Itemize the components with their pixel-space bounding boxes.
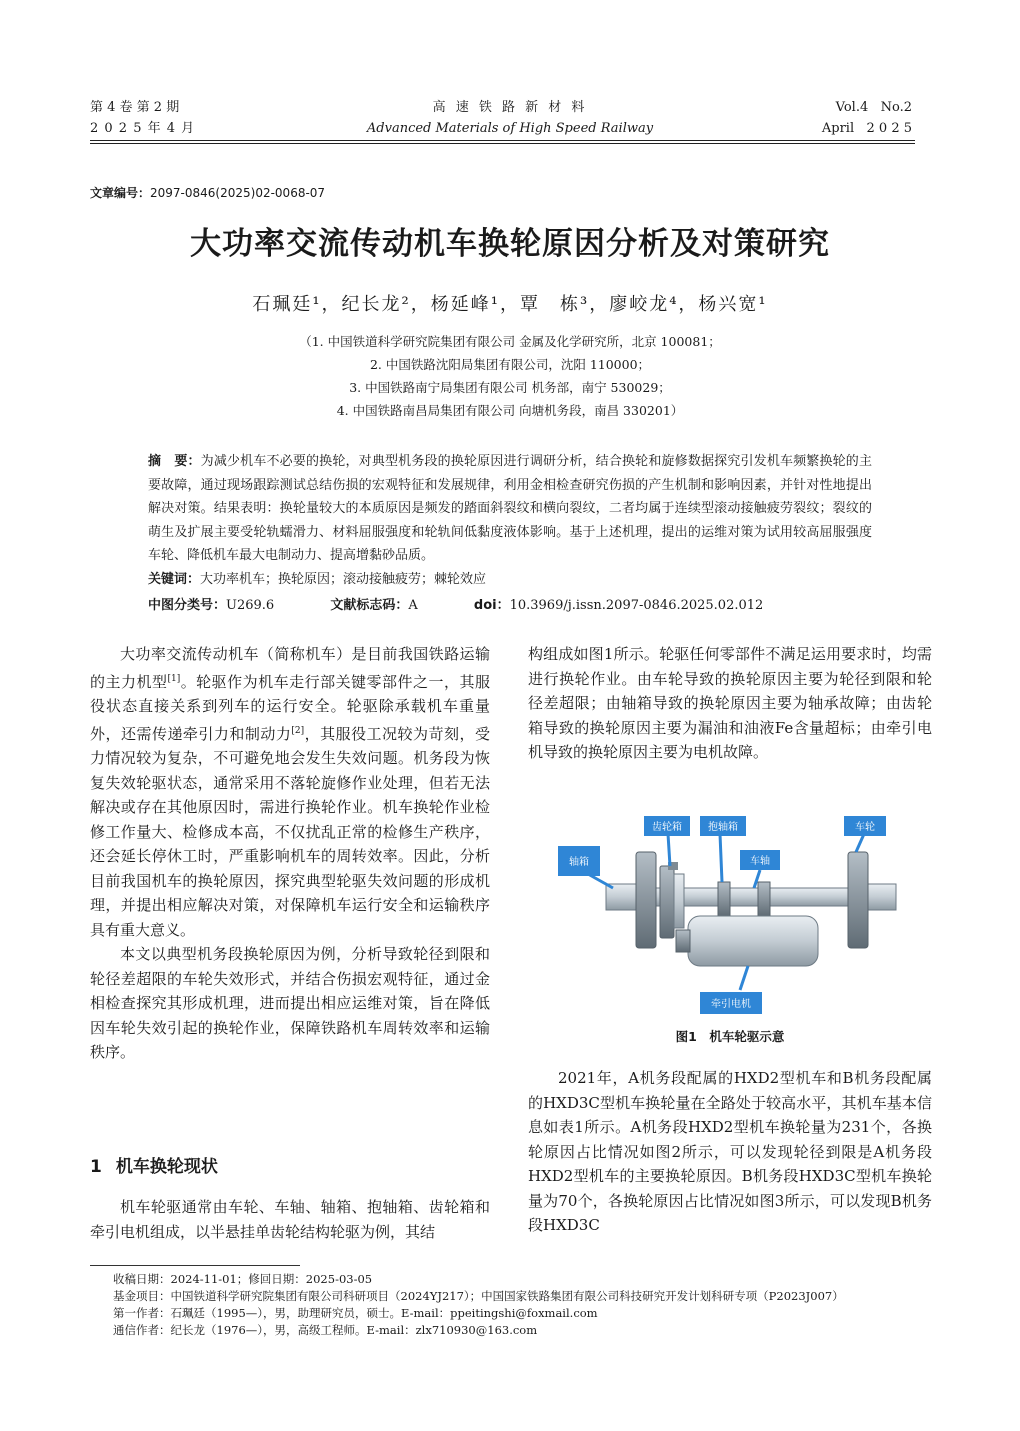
abstract-text: 为减少机车不必要的换轮，对典型机务段的换轮原因进行调研分析，结合换轮和旋修数据探究引发机车频繁换轮的主要故障，通过现场跟踪测试总结伤损的宏观特征和发展规律，利用金相检查研究伤损的产生机制和影响因素，并针对性地提出解决对策。结果表明：换轮量较大的本质原因是频发的踏面斜裂纹和横向裂纹，二者均属于连续型滚动接触疲劳裂纹；裂纹的萌生及扩展主要受轮轨蠕滑力、材料屈服强度和轮轨间低黏度液体影响。基于上述机理，提出的运维对策为试用较高屈服强度车轮、降低机车最大电制动力、提高增黏砂品质。 (148, 454, 872, 563)
article-number-value: 2097-0846(2025)02-0068-07 (150, 186, 326, 200)
wheelset-diagram (548, 812, 912, 1022)
abstract-block (148, 450, 872, 591)
volume-date: April 2 0 2 5 (821, 121, 912, 136)
body-paragraph: 2021年，A机务段配属的HXD2型机车和B机务段配属的HXD3C型机车换轮量在全路处于较高水平，其机车基本信息如表1所示。A机务段HXD2型机车换轮量为231个，各换轮原因占比情况如图2所示，可以发现轮径到限是A机务段HXD2型机车的主要换轮原因。B机务段HXD3C型机车换轮量为70个，各换轮原因占比情况如图3所示，可以发现B机务段HXD3C (528, 1069, 932, 1234)
right-journal (866, 884, 896, 910)
bearing-box-1 (718, 882, 730, 916)
article-number (90, 184, 325, 201)
gearbox-shape (674, 874, 684, 928)
doc-code-label: 文献标志码： (330, 598, 409, 613)
classification-line (148, 594, 815, 613)
figure-caption: 图1 机车轮驱示意 (675, 1029, 785, 1044)
label-axle-box-left: 轴箱 (569, 857, 589, 868)
keywords-label: 关键词： (148, 571, 201, 587)
body-text: ，其服役工况较为苛刻，受力情况较为复杂，不可避免地会发生失效问题。机务段为恢复失效轮驱状态，通常采用不落轮旋修作业处理，但若无法解决或存在其他原因时，需进行换轮作业。机车换轮作业检修工作量大、检修成本高，不仅扰乱正常的检修生产秩序，还会延长停休工时，严重影响机车的周转效率。因此，分析目前我国机车的换轮原因，探究典型轮驱失效问题的形成机理，并提出相应解决对策，对保障机车运行安全和运输秩序具有重大意义。 (90, 724, 490, 939)
article-number-label: 文章编号： (90, 186, 151, 200)
label-wheel: 车轮 (855, 822, 875, 833)
body-text: 大功率交流传动机车（简称机车）是目前我国铁路运输的主力机型 (90, 645, 490, 691)
doi-label: doi： (473, 598, 510, 613)
left-column (90, 642, 490, 1065)
body-text: 。轮驱作为机车走行部关键零部件之一，其服役状态直接关系到列车的运行安全。轮驱除承载机车重量外，还需传递牵引力和制动力 (90, 672, 490, 743)
footnote-rule (90, 1265, 300, 1266)
section-heading (90, 1152, 218, 1177)
abstract (148, 450, 872, 568)
journal-name-cn: 高 速 铁 路 新 材 料 (432, 100, 588, 115)
journal-date: 2 0 2 5 年 4 月 (90, 121, 196, 136)
journal-name-en: Advanced Materials of High Speed Railway (366, 121, 654, 136)
citation-ref[interactable]: [1] (167, 673, 181, 684)
motor-stub (676, 930, 690, 952)
header-rule (90, 140, 915, 141)
footnote-funding: 基金项目：中国铁道科学研究院集团有限公司科研项目（2024YJ217）；中国国家铁路集团有限公司科技研究开发计划科研专项（P2023J007） (113, 1289, 844, 1303)
section-title: 机车换轮现状 (115, 1157, 218, 1177)
gear-disk (660, 866, 674, 938)
page-title: 大功率交流传动机车换轮原因分析及对策研究 (190, 226, 830, 262)
right-wheel (848, 852, 868, 948)
body-paragraph: 构组成如图1所示。轮驱任何零部件不满足运用要求时，均需进行换轮作业。由车轮导致的换轮原因主要为轮径到限和轮径差超限；由轴箱导致的换轮原因主要为轴承故障；由齿轮箱导致的换轮原因主要为漏油和油液Fe含量超标；由牵引电机导致的换轮原因主要为电机故障。 (528, 645, 932, 761)
body-paragraph: 机车轮驱通常由车轮、车轴、轴箱、抱轴箱、齿轮箱和牵引电机组成，以半悬挂单齿轮结构轮驱为例，其结 (90, 1198, 490, 1241)
label-motor: 牵引电机 (711, 999, 751, 1010)
body-paragraph: 本文以典型机务段换轮原因为例，分析导致轮径到限和轮径差超限的车轮失效形式，并结合伤损宏观特征，通过金相检查探究其形成机理，进而提出相应运维对策，旨在降低因车轮失效引起的换轮作业，保障铁路机车周转效率和运输秩序。 (90, 945, 490, 1061)
body-paragraph (90, 642, 490, 942)
traction-motor-shape (688, 916, 818, 966)
affiliation-2: 2. 中国铁路沈阳局集团有限公司，沈阳 110000； (369, 357, 651, 372)
label-axle-box: 抱轴箱 (708, 822, 738, 833)
abstract-label: 摘 要： (148, 454, 201, 469)
section-number: 1 (90, 1157, 102, 1177)
label-axle: 车轴 (750, 856, 770, 867)
affiliation-1: （1. 中国铁道科学研究院集团有限公司 金属及化学研究所，北京 100081； (299, 334, 721, 349)
doi-value: 10.3969/j.issn.2097-0846.2025.02.012 (509, 598, 764, 613)
left-wheel (636, 852, 656, 948)
affiliation-4: 4. 中国铁路南昌局集团有限公司 向塘机务段，南昌 330201） (336, 403, 684, 418)
clc-label: 中图分类号： (148, 598, 227, 613)
keywords-text: 大功率机车；换轮原因；滚动接触疲劳；棘轮效应 (200, 571, 487, 587)
journal-issue: 第 4 卷 第 2 期 (90, 100, 180, 115)
left-column-continued (90, 1195, 490, 1244)
citation-ref[interactable]: [2] (291, 725, 305, 736)
bearing-box-2 (758, 882, 770, 916)
label-gearbox: 齿轮箱 (652, 822, 682, 833)
keywords (148, 568, 872, 592)
right-column (528, 642, 932, 765)
header-rule-2 (90, 143, 915, 144)
right-column-continued (528, 1066, 932, 1238)
footnote-received: 收稿日期：2024-11-01；修回日期：2025-03-05 (113, 1272, 373, 1286)
footnote-corresponding-author: 通信作者：纪长龙（1976—），男，高级工程师。E-mail：zlx710930@163.com (113, 1323, 538, 1337)
clc-value: U269.6 (226, 598, 275, 613)
volume-number: Vol.4 No.2 (835, 100, 912, 115)
authors: 石珮廷¹，纪长龙²，杨延峰¹，覃 栋³，廖峧龙⁴，杨兴宽¹ (252, 294, 768, 315)
doc-code-value: A (408, 598, 418, 613)
footnote-first-author: 第一作者：石珮廷（1995—），男，助理研究员，硕士。E-mail：ppeitingshi@foxmail.com (113, 1306, 598, 1320)
affiliation-3: 3. 中国铁路南宁局集团有限公司 机务部，南宁 530029； (349, 380, 671, 395)
